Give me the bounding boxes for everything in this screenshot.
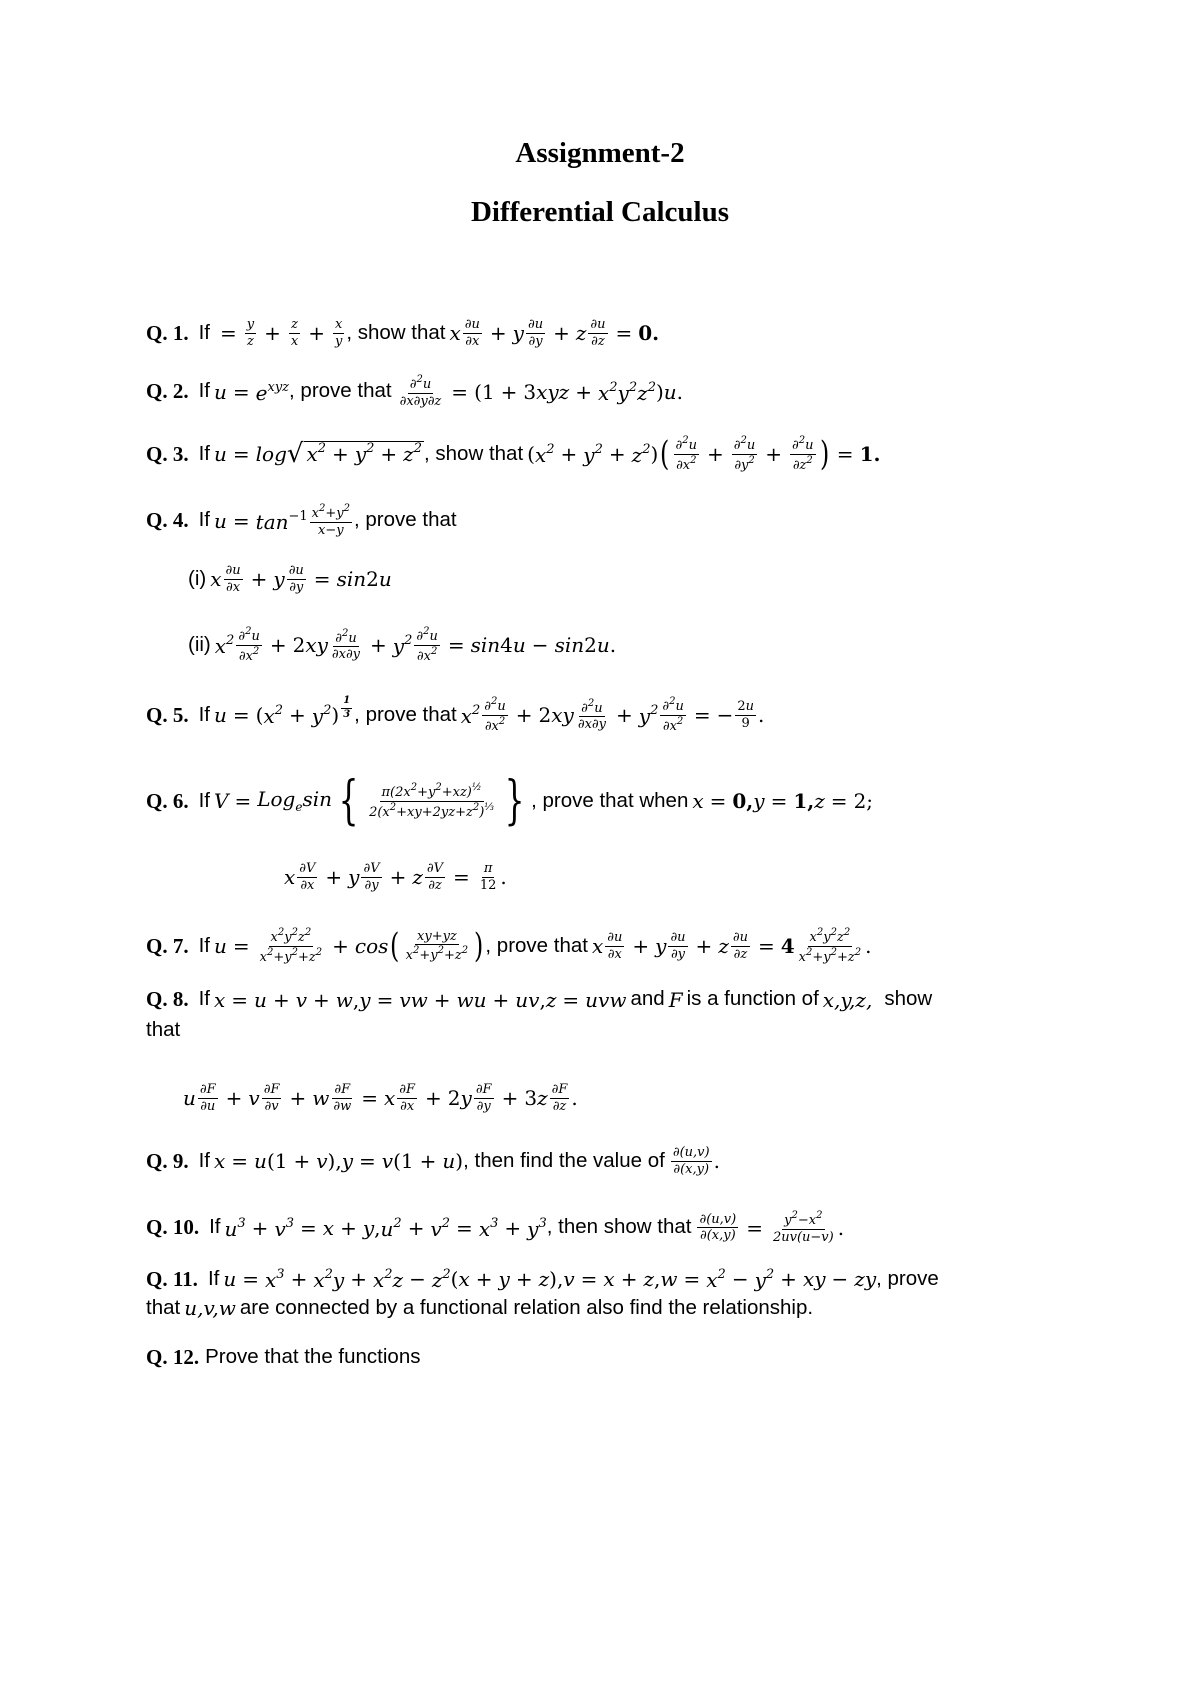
question-text: If — [198, 441, 210, 465]
question-2: Q. 2. If u = $e^{xyz}$ , prove that $\frac{\partial^2u}{\partial x\partial y\partial z}$ = (1 + 3 xyz + $x^2y^2z^2$ ) u . — [146, 374, 684, 409]
question-text: If — [198, 508, 210, 532]
question-text: , prove that — [485, 933, 588, 957]
question-text: If — [198, 1148, 210, 1172]
question-5: Q. 5. If u = ( $x^2$ + $y^2$ ) 1 3 , prove that $x^2$ ∂$^2$u $\partial x^2$ + 2 xy ∂$^2$u ∂x∂y + $y^2$ $\frac{\partial^2u}{\partial x^2}$ = − $\frac{2u}{9}$ . — [146, 695, 765, 734]
question-label: Q. 12. — [146, 1345, 200, 1369]
question-text: , prove that — [354, 702, 457, 726]
question-label: Q. 6. — [146, 788, 189, 813]
question-text: , prove that — [354, 508, 457, 532]
question-12 — [146, 1347, 424, 1368]
question-label: Q. 9. — [146, 1148, 189, 1173]
question-text: If — [198, 320, 210, 344]
question-text: If — [198, 702, 210, 726]
question-label: Q. 10. — [146, 1215, 200, 1240]
question-text: is a function of — [686, 987, 819, 1011]
question-text: , show that — [424, 441, 524, 465]
question-label: Q. 7. — [146, 933, 189, 958]
question-text: If — [198, 933, 210, 957]
part-label: (ii) — [188, 632, 211, 656]
question-4-part-ii: (ii) $x^2$ ∂$^2$u $\partial x^2$ + 2 xy ∂$^2$u ∂x∂y + $y^2$ $\frac{\partial^2u}{\partial x^2}$ = sin 4 u − sin 2 u . — [188, 626, 617, 664]
question-3: Q. 3. If u = log √ $x^2 + y^2 + z^2$ , show that ( $x^2$ + $y^2$ + $z^2$ ) ( ∂$^2$u $\partial x^2$ + $\frac{\partial^2u}{\partial y^2}$ + $\frac{\partial^2u}{\partial z^2}$ ) = 1. — [146, 434, 881, 475]
question-label: Q. 2. — [146, 379, 189, 404]
question-text: , prove that when — [531, 788, 689, 812]
question-8-continuation: that — [146, 1018, 181, 1041]
part-label: (i) — [188, 566, 207, 590]
question-11-continuation: that u,v,w are connected by a functional relation also find the relationship. — [146, 1296, 814, 1321]
page-subtitle: Differential Calculus — [470, 196, 730, 228]
question-text: 1. — [859, 442, 881, 467]
question-label: Q. 5. — [146, 702, 189, 727]
question-text: , then show that — [546, 1215, 692, 1239]
question-text: are connected by a functional relation also find the relationship. — [239, 1296, 814, 1319]
question-8: Q. 8. If x = u + v + w , y = vw + wu + uv , z = uvw and F is a function of x,y,z, show — [146, 987, 933, 1012]
page-title: Assignment-2 — [515, 137, 685, 169]
question-text: , prove — [876, 1266, 939, 1290]
question-9: Q. 9. If x = u (1 + v ), y = v (1 + u ) , then find the value of ∂(u,v) ∂(x,y) . — [146, 1145, 720, 1177]
question-4: Q. 4. If u = $\tan^{-1}$ $x^2+y^2$ x−y , prove that — [146, 503, 457, 538]
question-label: Q. 1. — [146, 320, 189, 345]
question-label: Q. 3. — [146, 441, 189, 466]
question-text: , then find the value of — [463, 1148, 665, 1172]
question-text: , show that — [346, 320, 446, 344]
question-1: Q. 1. If = $\frac{y}{z}$ + $\frac{z}{x}$ + $\frac{x}{y}$ , show that x ∂u ∂x + y ∂u ∂y + z $\frac{\partial u}{\partial z}$ = 0. — [146, 317, 660, 349]
question-7: Q. 7. If u = $\frac{x^2y^2z^2}{x^2+y^2+z^2}$ + cos ( xy+yz $x^2+y^2+z^2$ ) , prove that x ∂u ∂x + y ∂u ∂y + z $\frac{\partial u}{\partial z}$ = 4 $x^2y^2z^2$ $x^2+y^2+z^2$ . — [146, 926, 872, 967]
question-4-part-i: (i) x ∂u ∂x + y $\frac{\partial u}{\partial y}$ = sin 2 u — [188, 563, 392, 595]
question-11: Q. 11. If u = $x^3$ + $x^2y$ + $x^2z$ − $z^2$ ( x + y + z ), v = x + z , w = $x^2$ − $y^2$ + xy − zy , prove — [146, 1266, 939, 1292]
question-text: If — [198, 987, 210, 1011]
question-text: If — [209, 1215, 221, 1239]
question-label: Q. 11. — [146, 1266, 198, 1291]
question-text: 0. — [638, 321, 660, 346]
question-text: If — [207, 1266, 220, 1290]
question-8-equation: u ∂F ∂u + v ∂F ∂v + w $\frac{\partial F}{\partial w}$ = x ∂F ∂x + 2 y ∂F ∂y + 3 z ∂F ∂z . — [183, 1082, 578, 1114]
question-text: that — [146, 1296, 181, 1319]
question-text: If — [198, 379, 210, 403]
question-6: Q. 6. If V = Log$_e$sin { $\pi(2x^2+y^2+xz)^{\frac{1}{2}}$ $2(x^2+xy+2yz+z^2)^{\frac{1}{3}}$ } , prove that when x = 0, y = 1, z = 2; — [146, 771, 874, 831]
question-10: Q. 10. If $u^3$ + $v^3$ = x + y , $u^2$ + $v^2$ = $x^3$ + $y^3$ , then show that $\frac{\partial(u,v)}{\partial(x,y)}$ = $\frac{y^2-x^2}{2uv(u-v)}$ . — [146, 1210, 845, 1245]
question-text: If — [198, 788, 210, 812]
question-6-equation: x ∂V ∂x + y ∂V ∂y + z $\frac{\partial V}{\partial z}$ = $\frac{\pi}{12}$ . — [284, 861, 507, 893]
question-text: show — [884, 987, 933, 1011]
question-text: Prove that the functions — [205, 1345, 421, 1369]
question-text: and — [630, 987, 665, 1011]
question-label: Q. 8. — [146, 987, 189, 1011]
question-text: , prove that — [289, 379, 392, 403]
question-label: Q. 4. — [146, 508, 189, 533]
